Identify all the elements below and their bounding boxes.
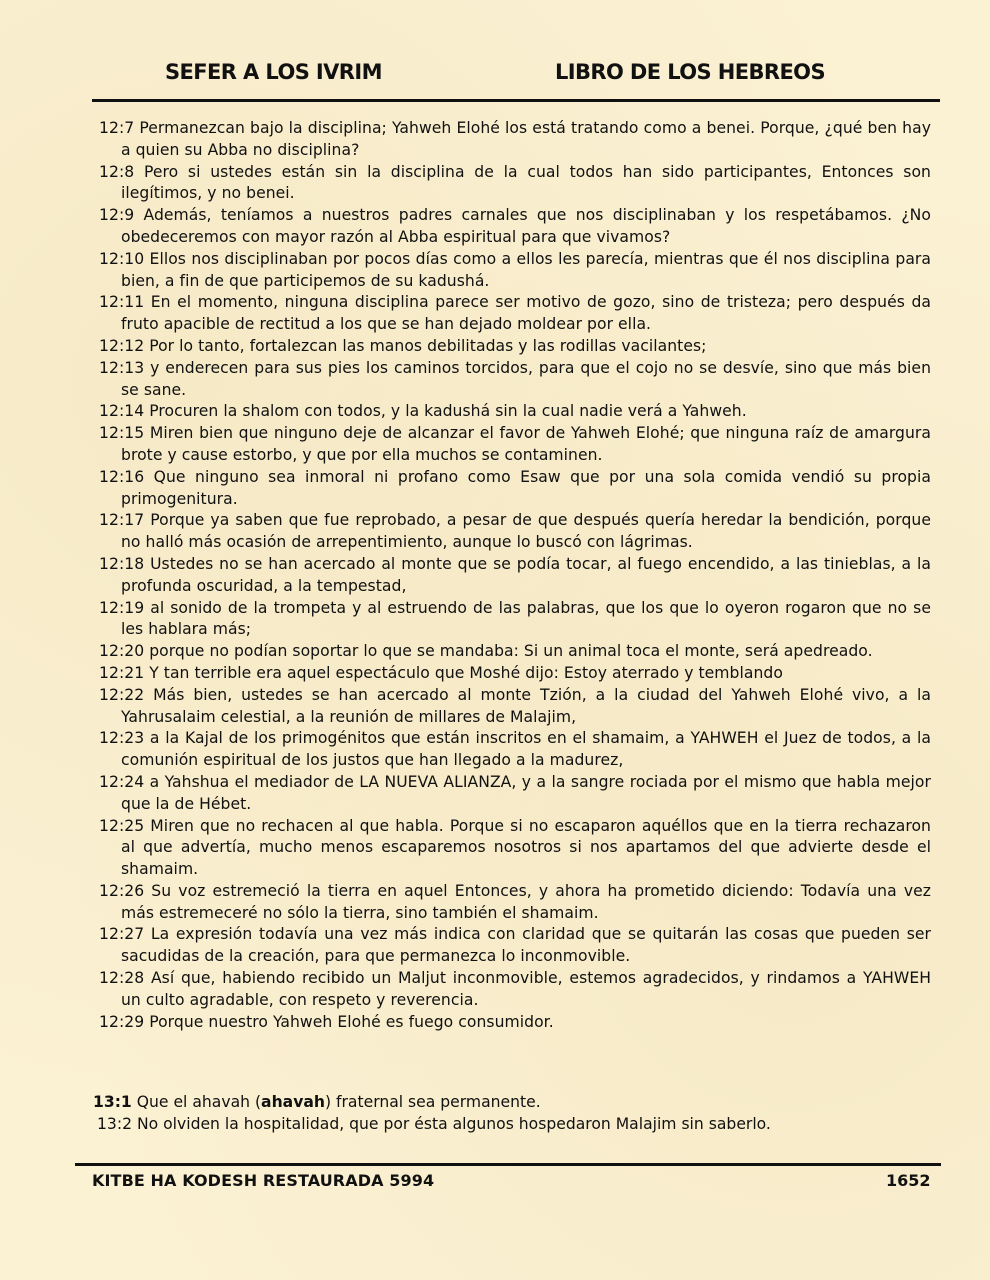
verse-12-9: 12:9 Además, teníamos a nuestros padres carnales que nos disciplinaban y los respetábamos. ¿No obedeceremos con mayor razón al Abba espiritual para que vivamos? (99, 206, 931, 246)
verse-12-11: 12:11 En el momento, ninguna disciplina parece ser motivo de gozo, sino de tristeza; pero después da fruto apacible de rectitud a los que se han dejado moldear por ella. (99, 293, 931, 334)
verse-12-18: 12:18 Ustedes no se han acercado al monte que se podía tocar, al fuego encendido, a las tinieblas, a la profunda oscuridad, a la tempestad, (99, 554, 931, 595)
verse-12-15: 12:15 Miren bien que ninguno deje de alcanzar el favor de Yahweh Elohé; que ninguna raíz de amargura brote y cause estorbo, y que por ella muchos se contaminen. (99, 424, 931, 464)
verse-13-1-ref: 13:1 (93, 1093, 132, 1111)
verse-12-22: 12:22 Más bien, ustedes se han acercado al monte Tzión, a la ciudad del Yahweh Elohé vivo, a la Yahrusalaim celestial, a la reunión de millares de Malajim, (99, 685, 931, 726)
verse-12-28: 12:28 Así que, habiendo recibido un Maljut inconmovible, estemos agradecidos, y rindamos a YAHWEH un culto agradable, con respeto y reverencia. (99, 969, 931, 1009)
header-book-title-spanish: LIBRO DE LOS HEBREOS (555, 60, 825, 84)
verse-12-13: 12:13 y enderecen para sus pies los caminos torcidos, para que el cojo no se desvíe, sino que más bien se sane. (99, 358, 931, 399)
header-divider (92, 99, 940, 102)
verse-12-23: 12:23 a la Kajal de los primogénitos que están inscritos en el shamaim, a YAHWEH el Juez de todos, a la comunión espiritual de los justos que han llegado a la madurez, (99, 729, 931, 770)
verse-13-2: 13:2 No olviden la hospitalidad, que por ésta algunos hospedaron Malajim sin saberlo. (97, 1114, 771, 1133)
verse-12-20: 12:20 porque no podían soportar lo que se mandaba: Si un animal toca el monte, será apedreado. (99, 642, 873, 661)
verse-12-25: 12:25 Miren que no rechacen al que habla. Porque si no escaparon aquéllos que en la tierra rechazaron al que advertía, mucho menos escaparemos nosotros si nos apartamos del que advierte desde el shamaim. (99, 816, 931, 879)
verse-13-1-text-b: ) fraternal sea permanente. (324, 1093, 541, 1111)
header-book-title-hebrew: SEFER A LOS IVRIM (165, 60, 382, 84)
verse-12-7: 12:7 Permanezcan bajo la disciplina; Yahweh Elohé los está tratando como a benei. Porque, ¿qué ben hay a quien su Abba no disciplina? (99, 119, 931, 159)
verse-list (99, 118, 931, 1033)
verse-12-8: 12:8 Pero si ustedes están sin la disciplina de la cual todos han sido participantes, Entonces son ilegítimos, y no benei. (99, 162, 931, 203)
footer-divider (75, 1163, 941, 1166)
verse-12-21: 12:21 Y tan terrible era aquel espectáculo que Moshé dijo: Estoy aterrado y temblando (99, 663, 783, 682)
verse-12-29: 12:29 Porque nuestro Yahweh Elohé es fuego consumidor. (99, 1012, 554, 1031)
page-number: 1652 (886, 1171, 931, 1190)
verse-13-1-bold-word: ahavah (261, 1093, 325, 1111)
verse-12-24: 12:24 a Yahshua el mediador de LA NUEVA ALIANZA, y a la sangre rociada por el mismo que habla mejor que la de Hébet. (99, 772, 931, 813)
verse-12-27: 12:27 La expresión todavía una vez más indica con claridad que se quitarán las cosas que pueden ser sacudidas de la creación, para que permanezca lo inconmovible. (99, 925, 931, 966)
verse-12-12: 12:12 Por lo tanto, fortalezcan las manos debilitadas y las rodillas vacilantes; (99, 336, 707, 355)
verse-13-1 (93, 1092, 933, 1114)
verse-12-19: 12:19 al sonido de la trompeta y al estruendo de las palabras, que los que lo oyeron rogaron que no se les hablara más; (99, 598, 931, 639)
verse-13-1-text-a: Que el ahavah ( (131, 1093, 262, 1111)
verse-12-16: 12:16 Que ninguno sea inmoral ni profano como Esaw que por una sola comida vendió su propia primogenitura. (99, 467, 931, 508)
verse-12-26: 12:26 Su voz estremeció la tierra en aquel Entonces, y ahora ha prometido diciendo: Todavía una vez más estremeceré no sólo la tierra, sino también el shamaim. (99, 881, 931, 922)
verse-12-17: 12:17 Porque ya saben que fue reprobado, a pesar de que después quería heredar la bendición, porque no halló más ocasión de arrepentimiento, aunque lo buscó con lágrimas. (99, 511, 931, 552)
verse-12-14: 12:14 Procuren la shalom con todos, y la kadushá sin la cual nadie verá a Yahweh. (99, 402, 747, 421)
chapter-13-section (93, 1092, 933, 1136)
verse-12-10: 12:10 Ellos nos disciplinaban por pocos días como a ellos les parecía, mientras que él nos disciplina para bien, a fin de que participemos de su kadushá. (99, 249, 931, 290)
footer-edition-title: KITBE HA KODESH RESTAURADA 5994 (92, 1171, 435, 1190)
